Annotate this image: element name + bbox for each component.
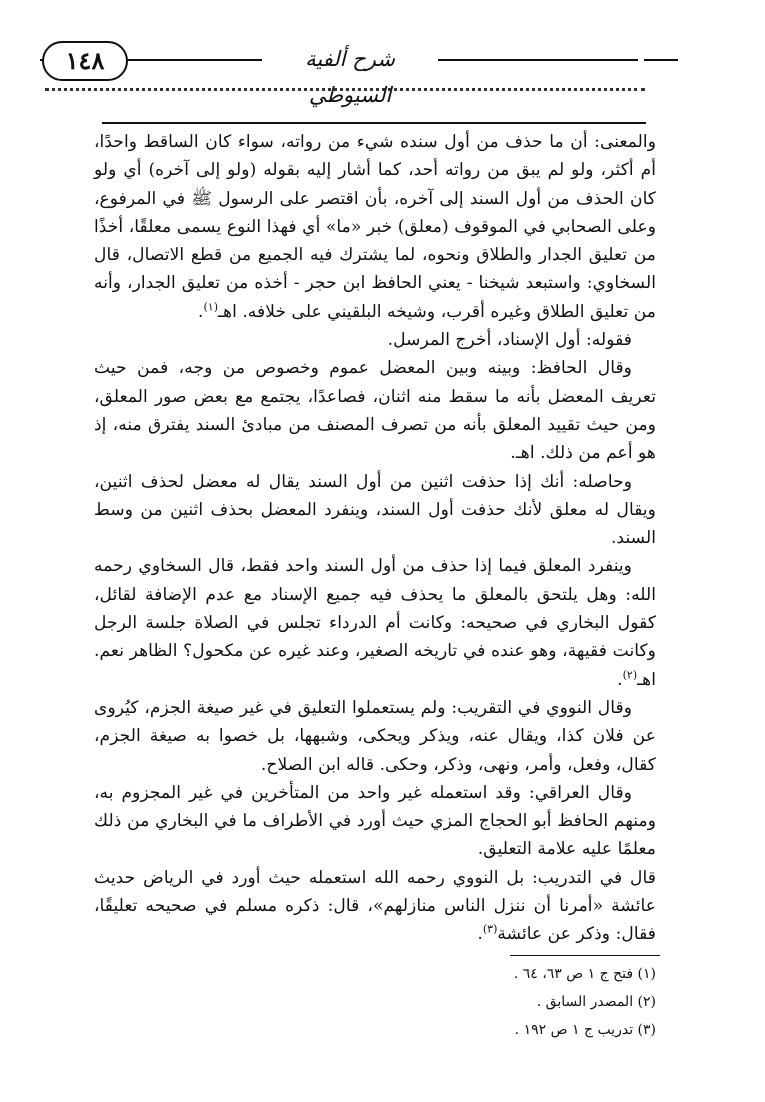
paragraph: وحاصله: أنك إذا حذفت اثنين من أول السند يقال له معضل لحذف اثنين، ويقال له معلق لأنك حذفت أول السند، وينفرد المعضل بحذف اثنين من وسط السند. bbox=[94, 471, 656, 549]
running-title: شرح ألفية السيوطي bbox=[262, 41, 438, 77]
paragraph: فقوله: أول الإسناد، أخرج المرسل. bbox=[387, 330, 632, 351]
paragraph: وقال العراقي: وقد استعمله غير واحد من المتأخرين في غير المجزوم به، ومنهم الحافظ أبو الحجاج المزي حيث أورد في الأطراف ما في البخاري من ذلك معلمًا عليه علامة التعليق. bbox=[94, 782, 656, 860]
main-text bbox=[94, 128, 656, 949]
footnote-ref: (٢) bbox=[622, 667, 638, 681]
page-number: ١٤٨ bbox=[42, 41, 128, 81]
text-top-rule bbox=[102, 122, 646, 124]
footnote: (١) فتح ج ١ ص ٦٣، ٦٤ . bbox=[513, 966, 656, 982]
footnotes bbox=[200, 960, 656, 1044]
paragraph: والمعنى: أن ما حذف من أول سنده شيء من رواته، سواء كان الساقط واحدًا، أم أكثر، ولو لم يبق من رواته أحد، كما أشار إليه بقوله (ولو إلى آخره) أي ولو كان الحذف من أول السند إلى آخره، بأن اقتصر على الرسول ﷺ في المرفوع، وعلى الصحابي في الموقوف (معلق) خبر «ما» أي فهذا النوع يسمى معلقًا، أخذًا من تعليق الجدار والطلاق ونحوه، لما يشترك فيه الجميع من قطع الاتصال، قال السخاوي: واستبعد شيخنا - يعني الحافظ ابن حجر - أخذه من تعليق الجدار، وأنه من تعليق الطلاق وغيره أقرب، وشيخه البلقيني على خلافه. اهـ$^{(١)}$. bbox=[94, 132, 656, 322]
paragraph: وقال النووي في التقريب: ولم يستعملوا التعليق في غير صيغة الجزم، كيُروى عن فلان كذا، ويقال عنه، ويذكر ويحكى، وشبهها، بل خصوا به صيغة الجزم، كقال، وفعل، وأمر، ونهى، وذكر، وحكى. قاله ابن الصلاح. bbox=[94, 697, 656, 775]
footnote-ref: (١) bbox=[203, 300, 218, 314]
footnote: (٣) تدريب ج ١ ص ١٩٢ . bbox=[514, 1022, 656, 1038]
footnote-ref: (٣) bbox=[482, 922, 498, 936]
paragraph: وينفرد المعلق فيما إذا حذف من أول السند واحد فقط، قال السخاوي رحمه الله: وهل يلتحق بالمعلق ما يحذف فيه جميع الإسناد مع عدم الإضافة لقائل، كقول البخاري في صحيحه: وكانت أم الدرداء تجلس في الصلاة جلسة الرجل وكانت فقيهة، وهو عنده في تاريخه الصغير، وعند غيره عن مكحول؟ الظاهر نعم. اهـ$^{(٢)}$. bbox=[94, 556, 656, 690]
paragraph: قال في التدريب: بل النووي رحمه الله استعمله حيث أورد في الرياض حديث عائشة «أمرنا أن ننزل الناس منازلهم»، قال: ذكره مسلم في صحيحه تعليقًا، فقال: وذكر عن عائشة$^{(٣)}$. bbox=[94, 867, 656, 945]
header-end-dash bbox=[638, 44, 680, 68]
page-header bbox=[40, 38, 680, 107]
footnote-rule bbox=[510, 955, 660, 956]
dotted-separator bbox=[45, 88, 645, 101]
paragraph: وقال الحافظ: وبينه وبين المعضل عموم وخصوص من وجه، فمن حيث تعريف المعضل بأنه ما سقط منه اثنان، فصاعدًا، يجتمع مع بعض صور المعلق، ومن حيث تقييد المعلق بأنه من تصرف المصنف من مبادئ السند يفترق منه، إذ هو أعم من ذلك. اهـ. bbox=[94, 358, 656, 464]
footnote: (٢) المصدر السابق . bbox=[536, 994, 656, 1010]
